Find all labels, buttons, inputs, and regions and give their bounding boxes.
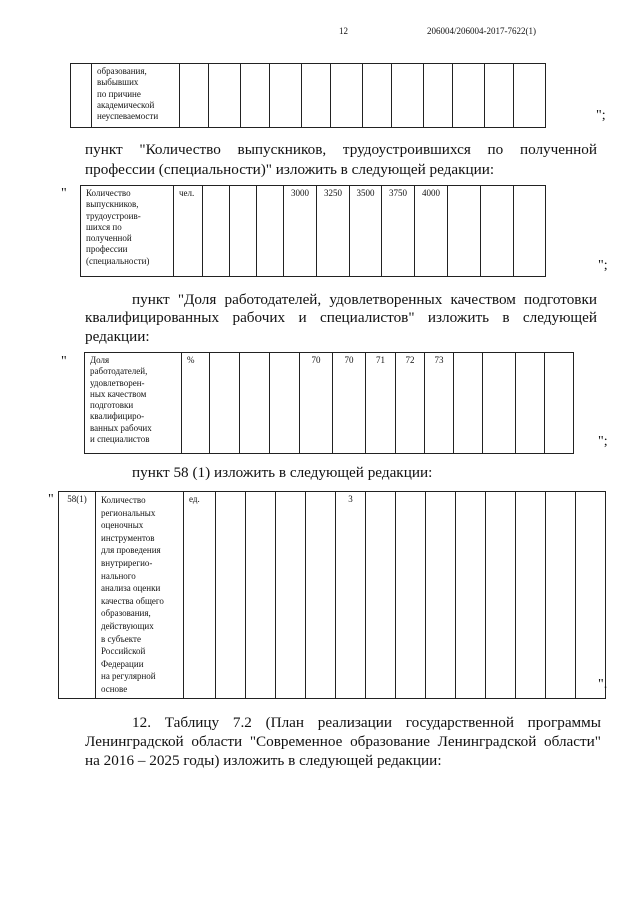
row-label: Доля работодателей, удовлетворен- ных качеством подготовки квалифициро- ванных рабочих и специалистов [85,353,182,454]
value-cell: 3250 [317,186,350,277]
paragraph-line: 12. Таблицу 7.2 (План реализации государственной программы [132,714,601,731]
unit-cell: % [182,353,210,454]
value-cell: 3000 [284,186,317,277]
opening-quote: " [61,186,67,201]
paragraph-line: профессии (специальности)" изложить в следующей редакции: [85,161,495,178]
value-cell: 3 [336,492,366,699]
value-cell: 3750 [382,186,415,277]
row-label: Количество выпускников, трудоустроив- шихся по полученной профессии (специальности) [81,186,174,277]
closing-quote: ". [598,677,608,692]
document-code: 206004/206004-2017-7622(1) [427,26,536,36]
paragraph-line: пункт 58 (1) изложить в следующей редакции: [132,464,433,481]
value-cell: 4000 [415,186,448,277]
row-label: Количество региональных оценочных инструментов для проведения внутрирегио- нального анализа оценки качества общего образования, действующих в субъекте Российской Федерации на регулярной основе [96,492,184,699]
value-cell: 71 [366,353,396,454]
opening-quote: " [48,492,54,507]
table-graduates-employed [80,185,546,277]
table-employer-satisfaction [84,352,574,454]
row-label: образования, выбывших по причине академической неуспеваемости [92,64,180,128]
value-cell: 70 [333,353,366,454]
unit-cell: ед. [184,492,216,699]
table-dropout-continuation [70,63,546,128]
closing-quote: "; [598,258,608,273]
paragraph-line: Ленинградской области "Современное образование Ленинградской области" [85,733,601,750]
paragraph-line: квалифицированных рабочих и специалистов" изложить в следующей [85,309,597,326]
unit-cell: чел. [174,186,203,277]
paragraph-line: на 2016 – 2025 годы) изложить в следующей редакции: [85,752,442,769]
row-number: 58(1) [59,492,96,699]
paragraph-line: редакции: [85,328,150,345]
paragraph-line: пункт "Доля работодателей, удовлетворенных качеством подготовки [132,291,597,308]
value-cell: 70 [300,353,333,454]
paragraph-line: пункт "Количество выпускников, трудоустроившихся по полученной [85,141,597,158]
closing-quote: "; [596,108,606,123]
opening-quote: " [61,354,67,369]
value-cell: 3500 [350,186,382,277]
value-cell: 72 [396,353,425,454]
table-regional-assessment-tools [58,491,606,699]
page-number: 12 [339,26,348,36]
closing-quote: "; [598,434,608,449]
value-cell: 73 [425,353,454,454]
